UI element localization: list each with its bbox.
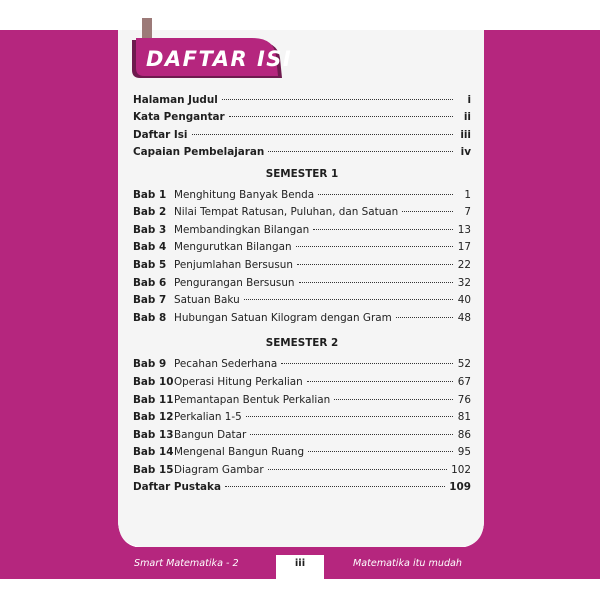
chapter-number: Bab 13: [133, 428, 174, 441]
chapter-title: Nilai Tempat Ratusan, Puluhan, dan Satuan: [174, 206, 399, 219]
dot-leader: [396, 317, 453, 318]
toc-row-bab-2[interactable]: [133, 204, 471, 222]
chapter-title: Menghitung Banyak Benda: [174, 188, 315, 201]
toc-label: Halaman Judul: [133, 94, 218, 106]
table-of-contents: [133, 92, 471, 497]
toc-page-number: 17: [457, 241, 471, 254]
dot-leader: [299, 282, 453, 283]
chapter-title: Mengurutkan Bilangan: [174, 241, 292, 254]
toc-label: Kata Pengantar: [133, 111, 225, 124]
toc-row-kata-pengantar[interactable]: [133, 109, 471, 126]
chapter-title: Mengenal Bangun Ruang: [174, 446, 305, 459]
toc-label: Daftar Isi: [133, 128, 188, 141]
toc-page-number: 1: [464, 188, 471, 201]
chapter-title: Operasi Hitung Perkalian: [174, 375, 303, 388]
toc-row-bab-15[interactable]: [133, 462, 471, 480]
toc-page-number: 102: [451, 463, 471, 476]
footer-page-number: iii: [294, 558, 306, 569]
dot-leader: [281, 363, 453, 364]
dot-leader: [222, 99, 453, 100]
title-area: [0, 0, 600, 90]
chapter-title: Penjumlahan Bersusun: [174, 258, 293, 271]
dot-leader: [296, 246, 453, 247]
toc-row-halaman-judul[interactable]: [133, 92, 471, 109]
chapter-number: Bab 8: [133, 311, 167, 324]
chapter-number: Bab 6: [133, 276, 167, 289]
toc-label: Daftar Pustaka: [133, 481, 221, 494]
chapter-title: Membandingkan Bilangan: [174, 223, 310, 236]
dot-leader: [268, 469, 447, 470]
toc-page-number: i: [467, 94, 471, 106]
toc-page-number: 7: [464, 206, 471, 219]
chapter-number: Bab 11: [133, 393, 174, 406]
dot-leader: [318, 194, 453, 195]
dot-leader: [246, 416, 453, 417]
dot-leader: [225, 486, 445, 487]
chapter-number: Bab 2: [133, 206, 167, 219]
chapter-title: Satuan Baku: [174, 294, 240, 307]
semester-2-heading: SEMESTER 2: [265, 337, 339, 350]
toc-page-number: 40: [457, 294, 471, 307]
toc-page-number: iv: [460, 146, 471, 159]
toc-row-bab-9[interactable]: [133, 356, 471, 374]
toc-row-bab-8[interactable]: [133, 310, 471, 328]
footer-book-title: Smart Matematika - 2: [134, 558, 239, 569]
toc-row-bab-7[interactable]: [133, 292, 471, 310]
toc-row-bab-6[interactable]: [133, 275, 471, 293]
toc-row-bab-13[interactable]: [133, 427, 471, 445]
toc-page-number: 81: [457, 411, 471, 424]
toc-page-number: 109: [449, 481, 471, 494]
toc-page-number: 22: [457, 258, 471, 271]
chapter-number: Bab 4: [133, 241, 167, 254]
toc-row-daftar-isi[interactable]: [133, 127, 471, 144]
chapter-title: Hubungan Satuan Kilogram dengan Gram: [174, 311, 392, 324]
chapter-title: Pemantapan Bentuk Perkalian: [174, 393, 331, 406]
toc-page-number: 86: [457, 428, 471, 441]
top-right-magenta: [484, 30, 600, 600]
bottom-white-margin: [0, 579, 600, 600]
dot-leader: [334, 399, 453, 400]
toc-page-number: iii: [460, 128, 471, 141]
chapter-title: Perkalian 1-5: [174, 411, 242, 424]
toc-row-bab-14[interactable]: [133, 444, 471, 462]
dot-leader: [297, 264, 453, 265]
dot-leader: [192, 134, 454, 135]
dot-leader: [250, 434, 453, 435]
chapter-title: Pecahan Sederhana: [174, 358, 278, 371]
toc-page-number: 76: [457, 393, 471, 406]
chapter-number: Bab 15: [133, 463, 174, 476]
dot-leader: [308, 451, 453, 452]
dot-leader: [268, 151, 453, 152]
toc-page-number: 32: [457, 276, 471, 289]
toc-row-bab-4[interactable]: [133, 239, 471, 257]
toc-page-number: ii: [463, 111, 471, 124]
toc-page-number: 13: [457, 223, 471, 236]
chapter-title: Pengurangan Bersusun: [174, 276, 295, 289]
dot-leader: [229, 116, 453, 117]
chapter-title: Bangun Datar: [174, 428, 247, 441]
toc-row-daftar-pustaka[interactable]: [133, 479, 471, 497]
chapter-number: Bab 12: [133, 411, 174, 424]
chapter-number: Bab 3: [133, 223, 167, 236]
toc-page-number: 67: [457, 375, 471, 388]
chapter-number: Bab 1: [133, 188, 167, 201]
dot-leader: [244, 299, 453, 300]
dot-leader: [402, 211, 453, 212]
semester-1-heading: SEMESTER 1: [265, 167, 339, 180]
top-left-magenta: [0, 30, 118, 600]
toc-row-bab-5[interactable]: [133, 257, 471, 275]
chapter-number: Bab 5: [133, 258, 167, 271]
toc-row-capaian-pembelajaran[interactable]: [133, 144, 471, 161]
toc-page-number: 52: [457, 358, 471, 371]
toc-label: Capaian Pembelajaran: [133, 146, 265, 159]
toc-row-bab-11[interactable]: [133, 392, 471, 410]
dot-leader: [313, 229, 453, 230]
chapter-number: Bab 10: [133, 375, 174, 388]
chapter-title: Diagram Gambar: [174, 463, 264, 476]
toc-page-number: 95: [457, 446, 471, 459]
page-footer: [0, 555, 600, 579]
chapter-number: Bab 14: [133, 446, 174, 459]
toc-row-bab-3[interactable]: [133, 222, 471, 240]
dot-leader: [307, 381, 453, 382]
toc-row-bab-12[interactable]: [133, 409, 471, 427]
toc-row-bab-1[interactable]: [133, 187, 471, 205]
footer-white-gap: [0, 547, 600, 555]
chapter-number: Bab 7: [133, 294, 167, 307]
chapter-number: Bab 9: [133, 358, 167, 371]
page-title: DAFTAR ISI: [146, 47, 293, 71]
toc-row-bab-10[interactable]: [133, 374, 471, 392]
toc-page-number: 48: [457, 311, 471, 324]
footer-tagline: Matematika itu mudah: [353, 558, 462, 569]
